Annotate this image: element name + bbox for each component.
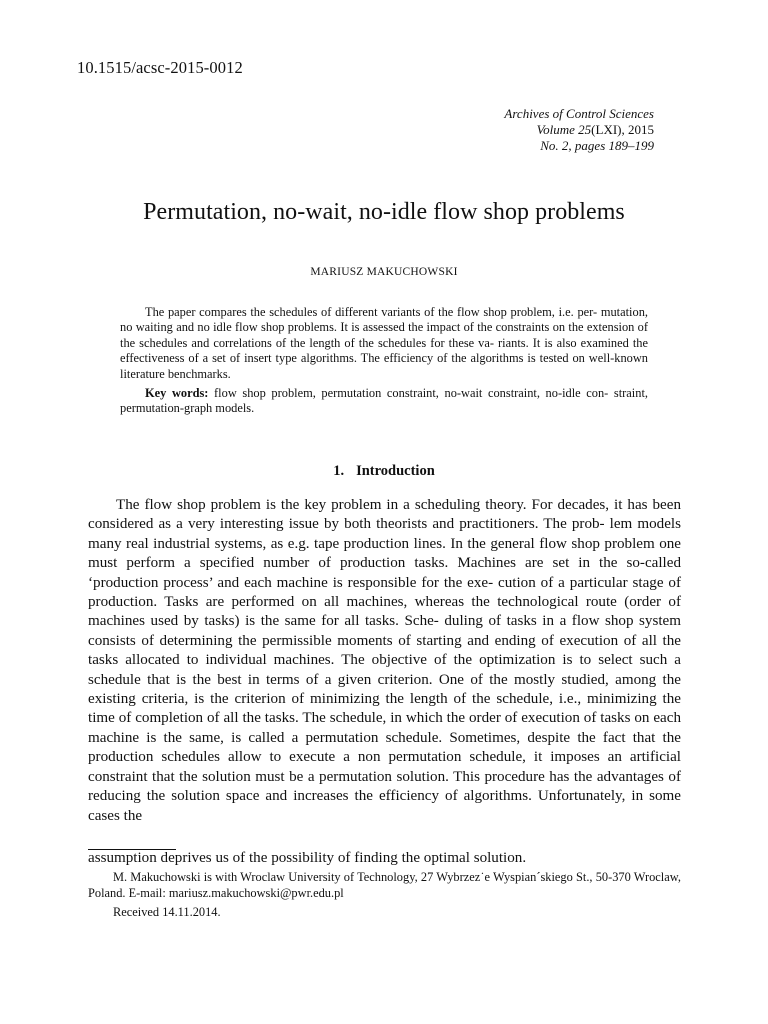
abstract [120,305,648,417]
journal-volume [504,122,654,138]
doi: 10.1515/acsc-2015-0012 [77,58,243,77]
section-number: 1. [333,463,345,479]
paper-title: Permutation, no-wait, no-idle flow shop problems [143,199,625,225]
keywords-list: flow shop problem, permutation constraint, no-wait constraint, no-idle con- straint, permutation-graph models. [120,386,648,416]
body-continuation: assumption deprives us of the possibility of finding the optimal solution. [88,850,527,866]
author-name: MARIUSZ MAKUCHOWSKI [310,266,458,278]
body-paragraph: The flow shop problem is the key problem in a scheduling theory. For decades, it has been considered as a very interesting issue by both theorists and practitioners. The prob- lem models many real industrial systems, as e.g. tape production lines. In the general flow shop problem one must perform a specified number of production tasks. Machines are set in the so-called ‘production process’ and each machine is responsible for the exe- cution of a particular stage of production. Tasks are performed on all machines, whereas the technological route (order of machines used by tasks) is the same for all tasks. Sche- duling of tasks in a flow shop system consists of determining the permissible moments of starting and ending of execution of all the tasks allocated to individual machines. The objective of the optimization is to select such a schedule that is the best in terms of a given criterion. One of the mostly studied, among the existing criteria, is the criterion of minimizing the length of the schedule, i.e., minimizing the time of completion of all the tasks. The schedule, in which the order of execution of tasks on each machine is the same, is called a permutation schedule. Sometimes, despite the fact that the production schedules allow to execute a non permutation schedule, it imposes an artificial constraint that the solution must be a permutation solution. This procedure has the advantages of reducing the solution space and increases the efficiency of algorithms. Unfortunately, in some cases the [88,497,681,824]
section-title: Introduction [356,463,435,479]
journal-volume-extra: (LXI), 2015 [591,122,654,137]
received-date: Received 14.11.2014. [113,905,221,919]
journal-issue: No. 2, pages 189–199 [540,138,654,153]
journal-info [504,106,654,154]
keywords [120,386,648,417]
journal-volume-label: Volume 25 [536,122,592,137]
author-footnote: M. Makuchowski is with Wroclaw University of Technology, 27 Wybrzez˙e Wyspian´skiego St., 50-370 Wroclaw, Poland. E-mail: mariusz.makuchowski@pwr.edu.pl [88,870,681,900]
keywords-label: Key words: [145,386,209,401]
abstract-text: The paper compares the schedules of different variants of the flow shop problem, i.e. per- mutation, no waiting and no idle flow shop problems. It is assessed the impact of the constraints on the extension of the schedules and correlations of the length of the schedules for these va- riants. It is also examined the effectiveness of a set of insert type algorithms. The efficiency of the algorithms is tested on well-known literature benchmarks. [120,305,648,381]
section-heading [0,463,768,480]
journal-name: Archives of Control Sciences [504,106,654,121]
